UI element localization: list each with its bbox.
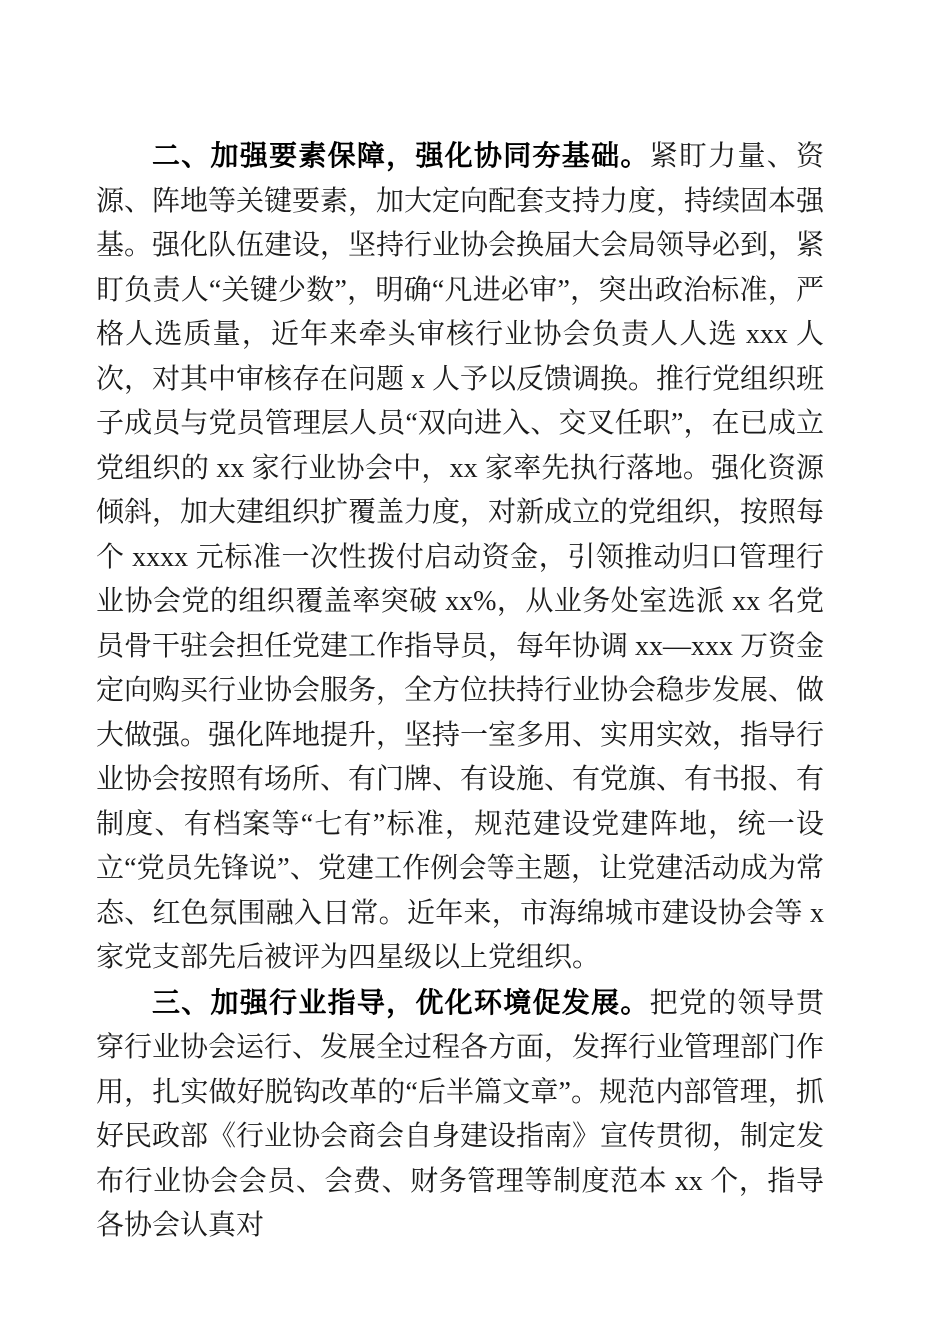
paragraph-heading: 三、加强行业指导，优化环境促发展。 (152, 986, 650, 1018)
paragraph (96, 134, 824, 981)
paragraph (96, 981, 824, 1249)
paragraph-heading: 二、加强要素保障，强化协同夯基础。 (152, 140, 650, 171)
document-content (96, 134, 824, 1249)
paragraph-body: 紧盯力量、资源、阵地等关键要素，加大定向配套支持力度，持续固本强基。强化队伍建设，坚持行业协会换届大会局领导必到，紧盯负责人“关键少数”，明确“凡进必审”，突出政治标准，严格人选质量，近年来牵头审核行业协会负责人人选 xxx 人次，对其中审核存在问题 x 人予以反馈调换。推行党组织班子成员与党员管理层人员“双向进入、交叉任职”，在已成立党组织的 xx 家行业协会中，xx 家率先执行落地。强化资源倾斜，加大建组织扩覆盖力度，对新成立的党组织，按照每个 xxxx 元标准一次性拨付启动资金，引领推动归口管理行业协会党的组织覆盖率突破 xx%，从业务处室选派 xx 名党员骨干驻会担任党建工作指导员，每年协调 xx—xxx 万资金定向购买行业协会服务，全方位扶持行业协会稳步发展、做大做强。强化阵地提升，坚持一室多用、实用实效，指导行业协会按照有场所、有门牌、有设施、有党旗、有书报、有制度、有档案等“七有”标准，规范建设党建阵地，统一设立“党员先锋说”、党建工作例会等主题，让党建活动成为常态、红色氛围融入日常。近年来，市海绵城市建设协会等 x 家党支部先后被评为四星级以上党组织。 (96, 141, 825, 973)
paragraph-body: 把党的领导贯穿行业协会运行、发展全过程各方面，发挥行业管理部门作用，扎实做好脱钩改革的“后半篇文章”。规范内部管理，抓好民政部《行业协会商会自身建设指南》宣传贯彻，制定发布行业协会会员、会费、财务管理等制度范本 xx 个，指导各协会认真对 (96, 987, 825, 1241)
